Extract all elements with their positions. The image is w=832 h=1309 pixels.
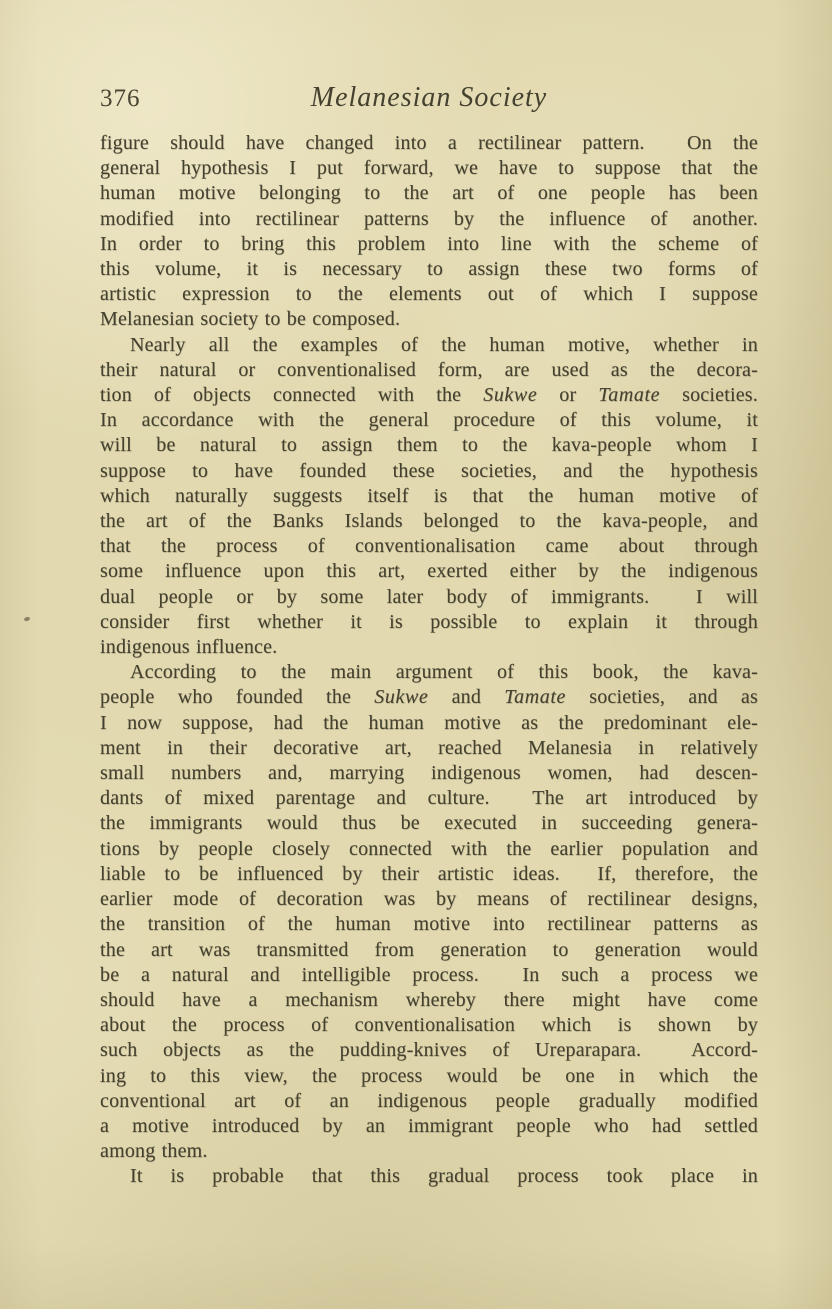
text-line: indigenous influence. — [100, 636, 278, 659]
text-line: human motive belonging to the art of one people has been — [100, 182, 758, 205]
text-line: that the process of conventionalisation came about through — [100, 535, 758, 558]
text-line: conventional art of an indigenous people gradually modified — [100, 1089, 758, 1112]
text-line: dual people or by some later body of immigrants. I will — [100, 585, 758, 608]
text-line: consider first whether it is possible to explain it through — [100, 610, 758, 633]
page-text — [100, 131, 758, 1190]
text-line: figure should have changed into a rectilinear pattern. On the — [100, 132, 758, 154]
text-line: Nearly all the examples of the human motive, whether in — [130, 333, 758, 356]
text-line: general hypothesis I put forward, we have to suppose that the — [100, 157, 758, 180]
running-title: Melanesian Society — [310, 82, 548, 113]
text-line: It is probable that this gradual process took place in — [130, 1165, 758, 1188]
text-line: tion of objects connected with the Sukwe or Tamate societies. — [100, 384, 758, 407]
text-line: among them. — [100, 1140, 208, 1163]
text-line: the art was transmitted from generation to generation would — [100, 938, 758, 961]
text-line: I now suppose, had the human motive as the predominant ele- — [100, 711, 758, 734]
ink-speck — [23, 616, 30, 622]
text-line: small numbers and, marrying indigenous women, had descen- — [100, 762, 758, 785]
text-line: artistic expression to the elements out of which I suppose — [100, 283, 758, 306]
text-line: liable to be influenced by their artistic ideas. If, therefore, the — [100, 862, 758, 885]
text-line: which naturally suggests itself is that the human motive of — [100, 484, 758, 507]
page-header — [100, 82, 758, 116]
text-line: In accordance with the general procedure of this volume, it — [100, 409, 758, 432]
text-line: the immigrants would thus be executed in succeeding genera- — [100, 812, 758, 835]
text-line: earlier mode of decoration was by means of rectilinear designs, — [100, 888, 758, 911]
text-line: will be natural to assign them to the kava-people whom I — [100, 434, 758, 457]
text-line: According to the main argument of this book, the kava- — [130, 661, 758, 684]
text-line: tions by people closely connected with the earlier population and — [100, 837, 758, 860]
text-line: people who founded the Sukwe and Tamate societies, and as — [100, 686, 758, 709]
text-line: ing to this view, the process would be one in which the — [100, 1064, 758, 1087]
text-line: the transition of the human motive into rectilinear patterns as — [100, 913, 758, 936]
text-line: should have a mechanism whereby there might have come — [100, 988, 758, 1011]
text-line: about the process of conventionalisation which is shown by — [100, 1014, 758, 1037]
text-line: a motive introduced by an immigrant people who had settled — [100, 1114, 758, 1137]
text-line: Melanesian society to be composed. — [100, 308, 401, 331]
text-line: modified into rectilinear patterns by the influence of another. — [100, 207, 758, 230]
text-line: suppose to have founded these societies, and the hypothesis — [100, 459, 758, 482]
text-line: dants of mixed parentage and culture. The art introduced by — [100, 787, 758, 810]
text-line: the art of the Banks Islands belonged to the kava-people, and — [100, 510, 758, 533]
text-line: their natural or conventionalised form, are used as the decora- — [100, 358, 758, 381]
text-line: ment in their decorative art, reached Melanesia in relatively — [100, 736, 758, 759]
text-line: such objects as the pudding-knives of Ureparapara. Accord- — [100, 1039, 758, 1062]
text-line: In order to bring this problem into line with the scheme of — [100, 232, 758, 255]
text-line: this volume, it is necessary to assign these two forms of — [100, 258, 758, 281]
text-line: some influence upon this art, exerted either by the indigenous — [100, 560, 758, 583]
page-number: 376 — [100, 85, 141, 112]
text-line: be a natural and intelligible process. In such a process we — [100, 963, 758, 986]
